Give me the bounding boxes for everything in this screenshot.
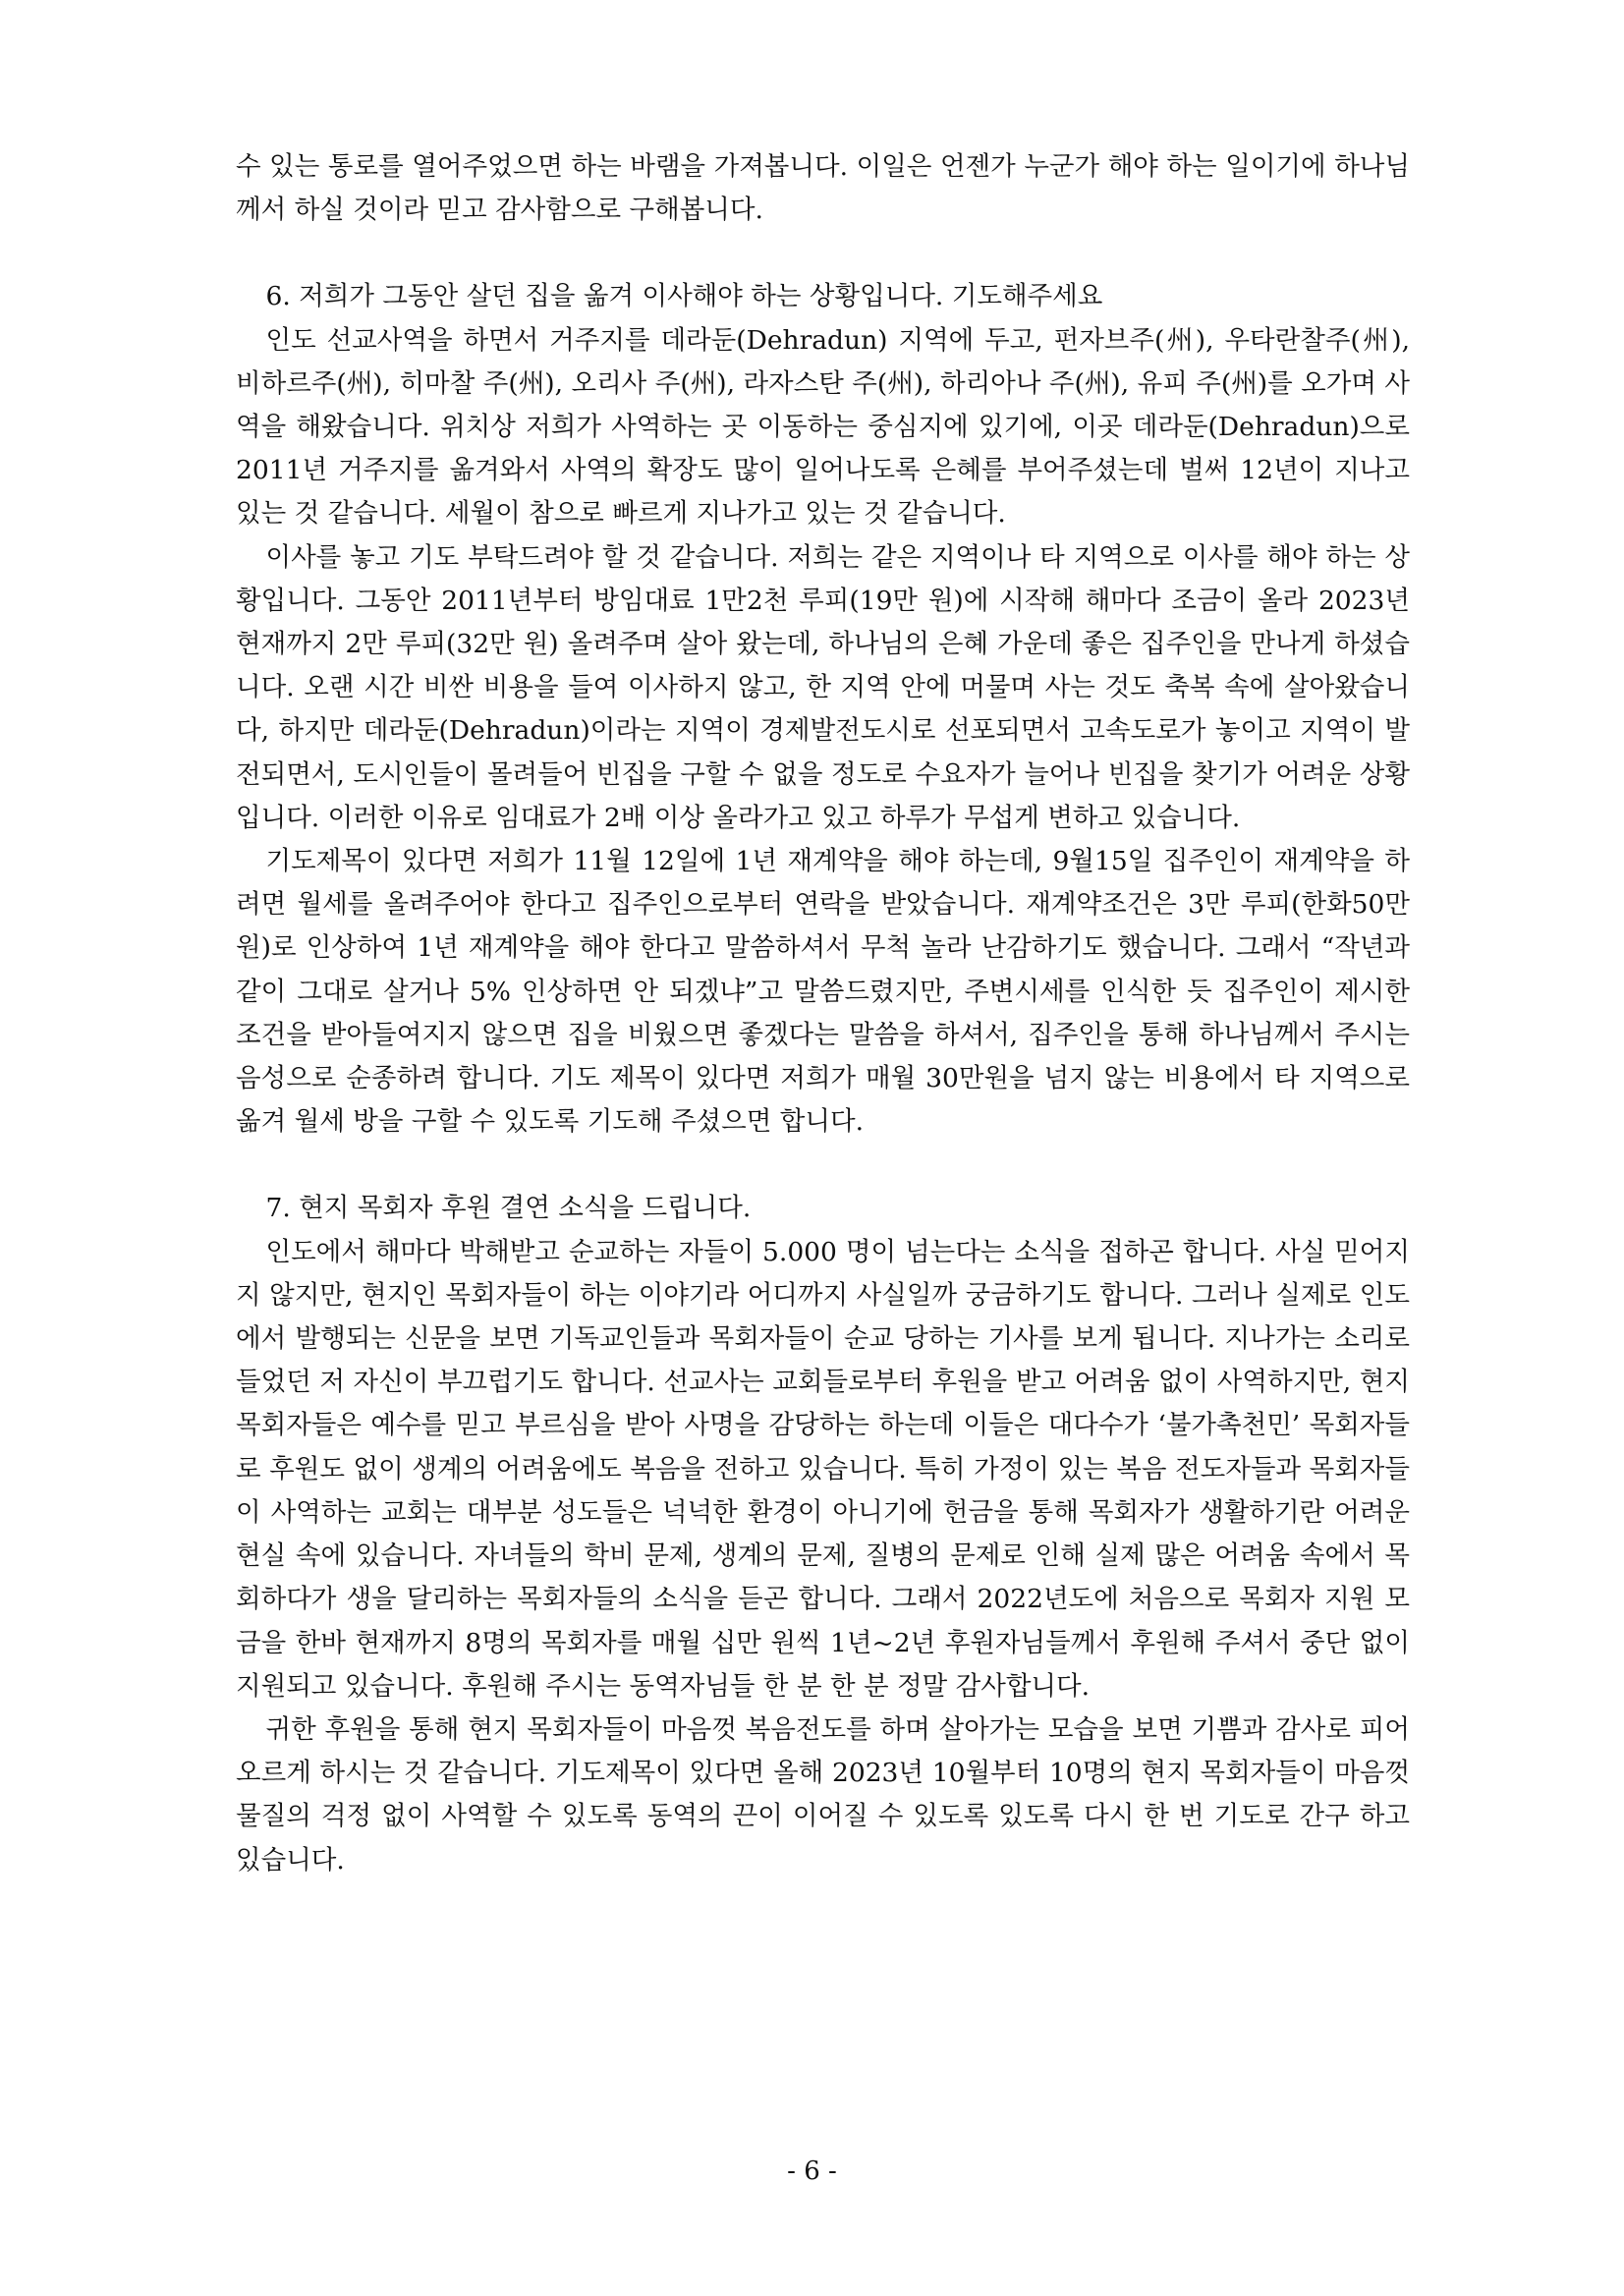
section-7-paragraph-2: 귀한 후원을 통해 현지 목회자들이 마음껏 복음전도를 하며 살아가는 모습을 보면 기쁨과 감사로 피어오르게 하시는 것 같습니다. 기도제목이 있다면 올해 2023년 10월부터 10명의 현지 목회자들이 마음껏 물질의 걱정 없이 사역할 수 있도록 동역의 끈이 이어질 수 있도록 있도록 다시 한 번 기도로 간구 하고 있습니다. bbox=[236, 1713, 1410, 1876]
intro-paragraph: 수 있는 통로를 열어주었으면 하는 바램을 가져봅니다. 이일은 언젠가 누군가 해야 하는 일이기에 하나님께서 하실 것이라 믿고 감사함으로 구해봅니다. bbox=[236, 151, 1410, 226]
section-7-heading: 7. 현지 목회자 후원 결연 소식을 드립니다. bbox=[265, 1193, 752, 1224]
section-6-paragraph-2: 이사를 놓고 기도 부탁드려야 할 것 같습니다. 저희는 같은 지역이나 타 지역으로 이사를 해야 하는 상황입니다. 그동안 2011년부터 방임대료 1만2천 루피(19만 원)에 시작해 해마다 조금이 올라 2023년 현재까지 2만 루피(32만 원) 올려주며 살아 왔는데, 하나님의 은혜 가운데 좋은 집주인을 만나게 하셨습니다. 오랜 시간 비싼 비용을 들여 이사하지 않고, 한 지역 안에 머물며 사는 것도 축복 속에 살아왔습니다, 하지만 데라둔(Dehradun)이라는 지역이 경제발전도시로 선포되면서 고속도로가 놓이고 지역이 발전되면서, 도시인들이 몰려들어 빈집을 구할 수 없을 정도로 수요자가 늘어나 빈집을 찾기가 어려운 상황입니다. 이러한 이유로 임대료가 2배 이상 올라가고 있고 하루가 무섭게 변하고 있습니다. bbox=[236, 541, 1410, 833]
section-7-paragraph-1: 인도에서 해마다 박해받고 순교하는 자들이 5.000 명이 넘는다는 소식을 접하곤 합니다. 사실 믿어지지 않지만, 현지인 목회자들이 하는 이야기라 어디까지 사실일까 궁금하기도 합니다. 그러나 실제로 인도에서 발행되는 신문을 보면 기독교인들과 목회자들이 순교 당하는 기사를 보게 됩니다. 지나가는 소리로 들었던 저 자신이 부끄럽기도 합니다. 선교사는 교회들로부터 후원을 받고 어려움 없이 사역하지만, 현지 목회자들은 예수를 믿고 부르심을 받아 사명을 감당하는 하는데 이들은 대다수가 ‘불가촉천민’ 목회자들로 후원도 없이 생계의 어려움에도 복음을 전하고 있습니다. 특히 가정이 있는 복음 전도자들과 목회자들이 사역하는 교회는 대부분 성도들은 넉넉한 환경이 아니기에 헌금을 통해 목회자가 생활하기란 어려운 현실 속에 있습니다. 자녀들의 학비 문제, 생계의 문제, 질병의 문제로 인해 실제 많은 어려움 속에서 목회하다가 생을 달리하는 목회자들의 소식을 듣곤 합니다. 그래서 2022년도에 처음으로 목회자 지원 모금을 한바 현재까지 8명의 목회자를 매월 십만 원씩 1년~2년 후원자님들께서 후원해 주셔서 중단 없이 지원되고 있습니다. 후원해 주시는 동역자님들 한 분 한 분 정말 감사합니다. bbox=[236, 1236, 1410, 1702]
section-6-paragraph-1: 인도 선교사역을 하면서 거주지를 데라둔(Dehradun) 지역에 두고, 펀자브주(州), 우타란찰주(州), 비하르주(州), 히마찰 주(州), 오리사 주(州), 라자스탄 주(州), 하리아나 주(州), 유피 주(州)를 오가며 사역을 해왔습니다. 위치상 저희가 사역하는 곳 이동하는 중심지에 있기에, 이곳 데라둔(Dehradun)으로 2011년 거주지를 옮겨와서 사역의 확장도 많이 일어나도록 은혜를 부어주셨는데 벌써 12년이 지나고 있는 것 같습니다. 세월이 참으로 빠르게 지나가고 있는 것 같습니다. bbox=[236, 324, 1410, 530]
page-number: - 6 - bbox=[787, 2156, 837, 2186]
document-body bbox=[236, 145, 1410, 2189]
section-6-heading: 6. 저희가 그동안 살던 집을 옮겨 이사해야 하는 상황입니다. 기도해주세요 bbox=[265, 281, 1103, 312]
section-6-paragraph-3: 기도제목이 있다면 저희가 11월 12일에 1년 재계약을 해야 하는데, 9월15일 집주인이 재계약을 하려면 월세를 올려주어야 한다고 집주인으로부터 연락을 받았습니다. 재계약조건은 3만 루피(한화50만원)로 인상하여 1년 재계약을 해야 한다고 말씀하셔서 무척 놀라 난감하기도 했습니다. 그래서 “작년과 같이 그대로 살거나 5% 인상하면 안 되겠냐”고 말씀드렸지만, 주변시세를 인식한 듯 집주인이 제시한 조건을 받아들여지지 않으면 집을 비웠으면 좋겠다는 말씀을 하셔서, 집주인을 통해 하나님께서 주시는 음성으로 순종하려 합니다. 기도 제목이 있다면 저희가 매월 30만원을 넘지 않는 비용에서 타 지역으로 옮겨 월세 방을 구할 수 있도록 기도해 주셨으면 합니다. bbox=[236, 846, 1410, 1138]
